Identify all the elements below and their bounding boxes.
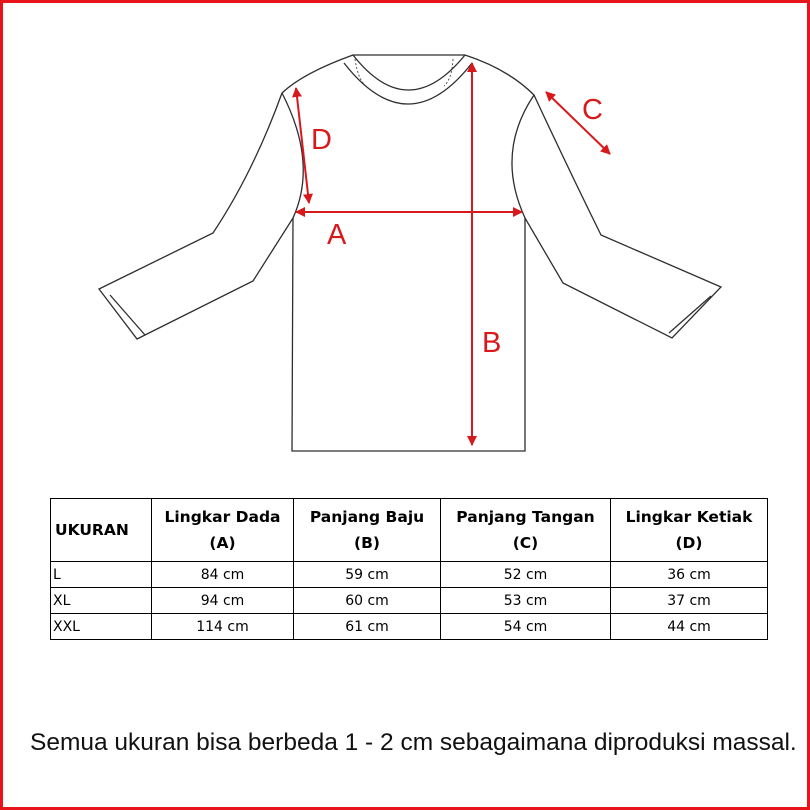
chest-cell: 84 cm (152, 562, 294, 588)
header-lingkar-ketiak: Lingkar Ketiak (D) (611, 499, 768, 562)
label-a: A (327, 219, 347, 251)
size-table (50, 498, 768, 640)
size-cell: XXL (51, 614, 152, 640)
sleeve-cell: 52 cm (441, 562, 611, 588)
armhole-cell: 36 cm (611, 562, 768, 588)
table-row (51, 588, 768, 614)
size-cell: L (51, 562, 152, 588)
sleeve-cell: 54 cm (441, 614, 611, 640)
header-panjang-baju: Panjang Baju (B) (294, 499, 441, 562)
length-cell: 61 cm (294, 614, 441, 640)
armhole-cell: 37 cm (611, 588, 768, 614)
label-c: C (582, 94, 603, 126)
shirt-diagram (3, 3, 810, 483)
length-cell: 60 cm (294, 588, 441, 614)
table-row (51, 614, 768, 640)
length-cell: 59 cm (294, 562, 441, 588)
label-d: D (311, 124, 332, 156)
table-row (51, 562, 768, 588)
label-b: B (482, 327, 502, 359)
disclaimer-note: Semua ukuran bisa berbeda 1 - 2 cm sebagaimana diproduksi massal. (30, 729, 797, 756)
armhole-cell: 44 cm (611, 614, 768, 640)
chest-cell: 94 cm (152, 588, 294, 614)
header-lingkar-dada: Lingkar Dada (A) (152, 499, 294, 562)
header-ukuran: UKURAN (51, 499, 152, 562)
chest-cell: 114 cm (152, 614, 294, 640)
sleeve-cell: 53 cm (441, 588, 611, 614)
table-header-row (51, 499, 768, 562)
size-cell: XL (51, 588, 152, 614)
shirt-outline (99, 55, 721, 451)
header-panjang-tangan: Panjang Tangan (C) (441, 499, 611, 562)
